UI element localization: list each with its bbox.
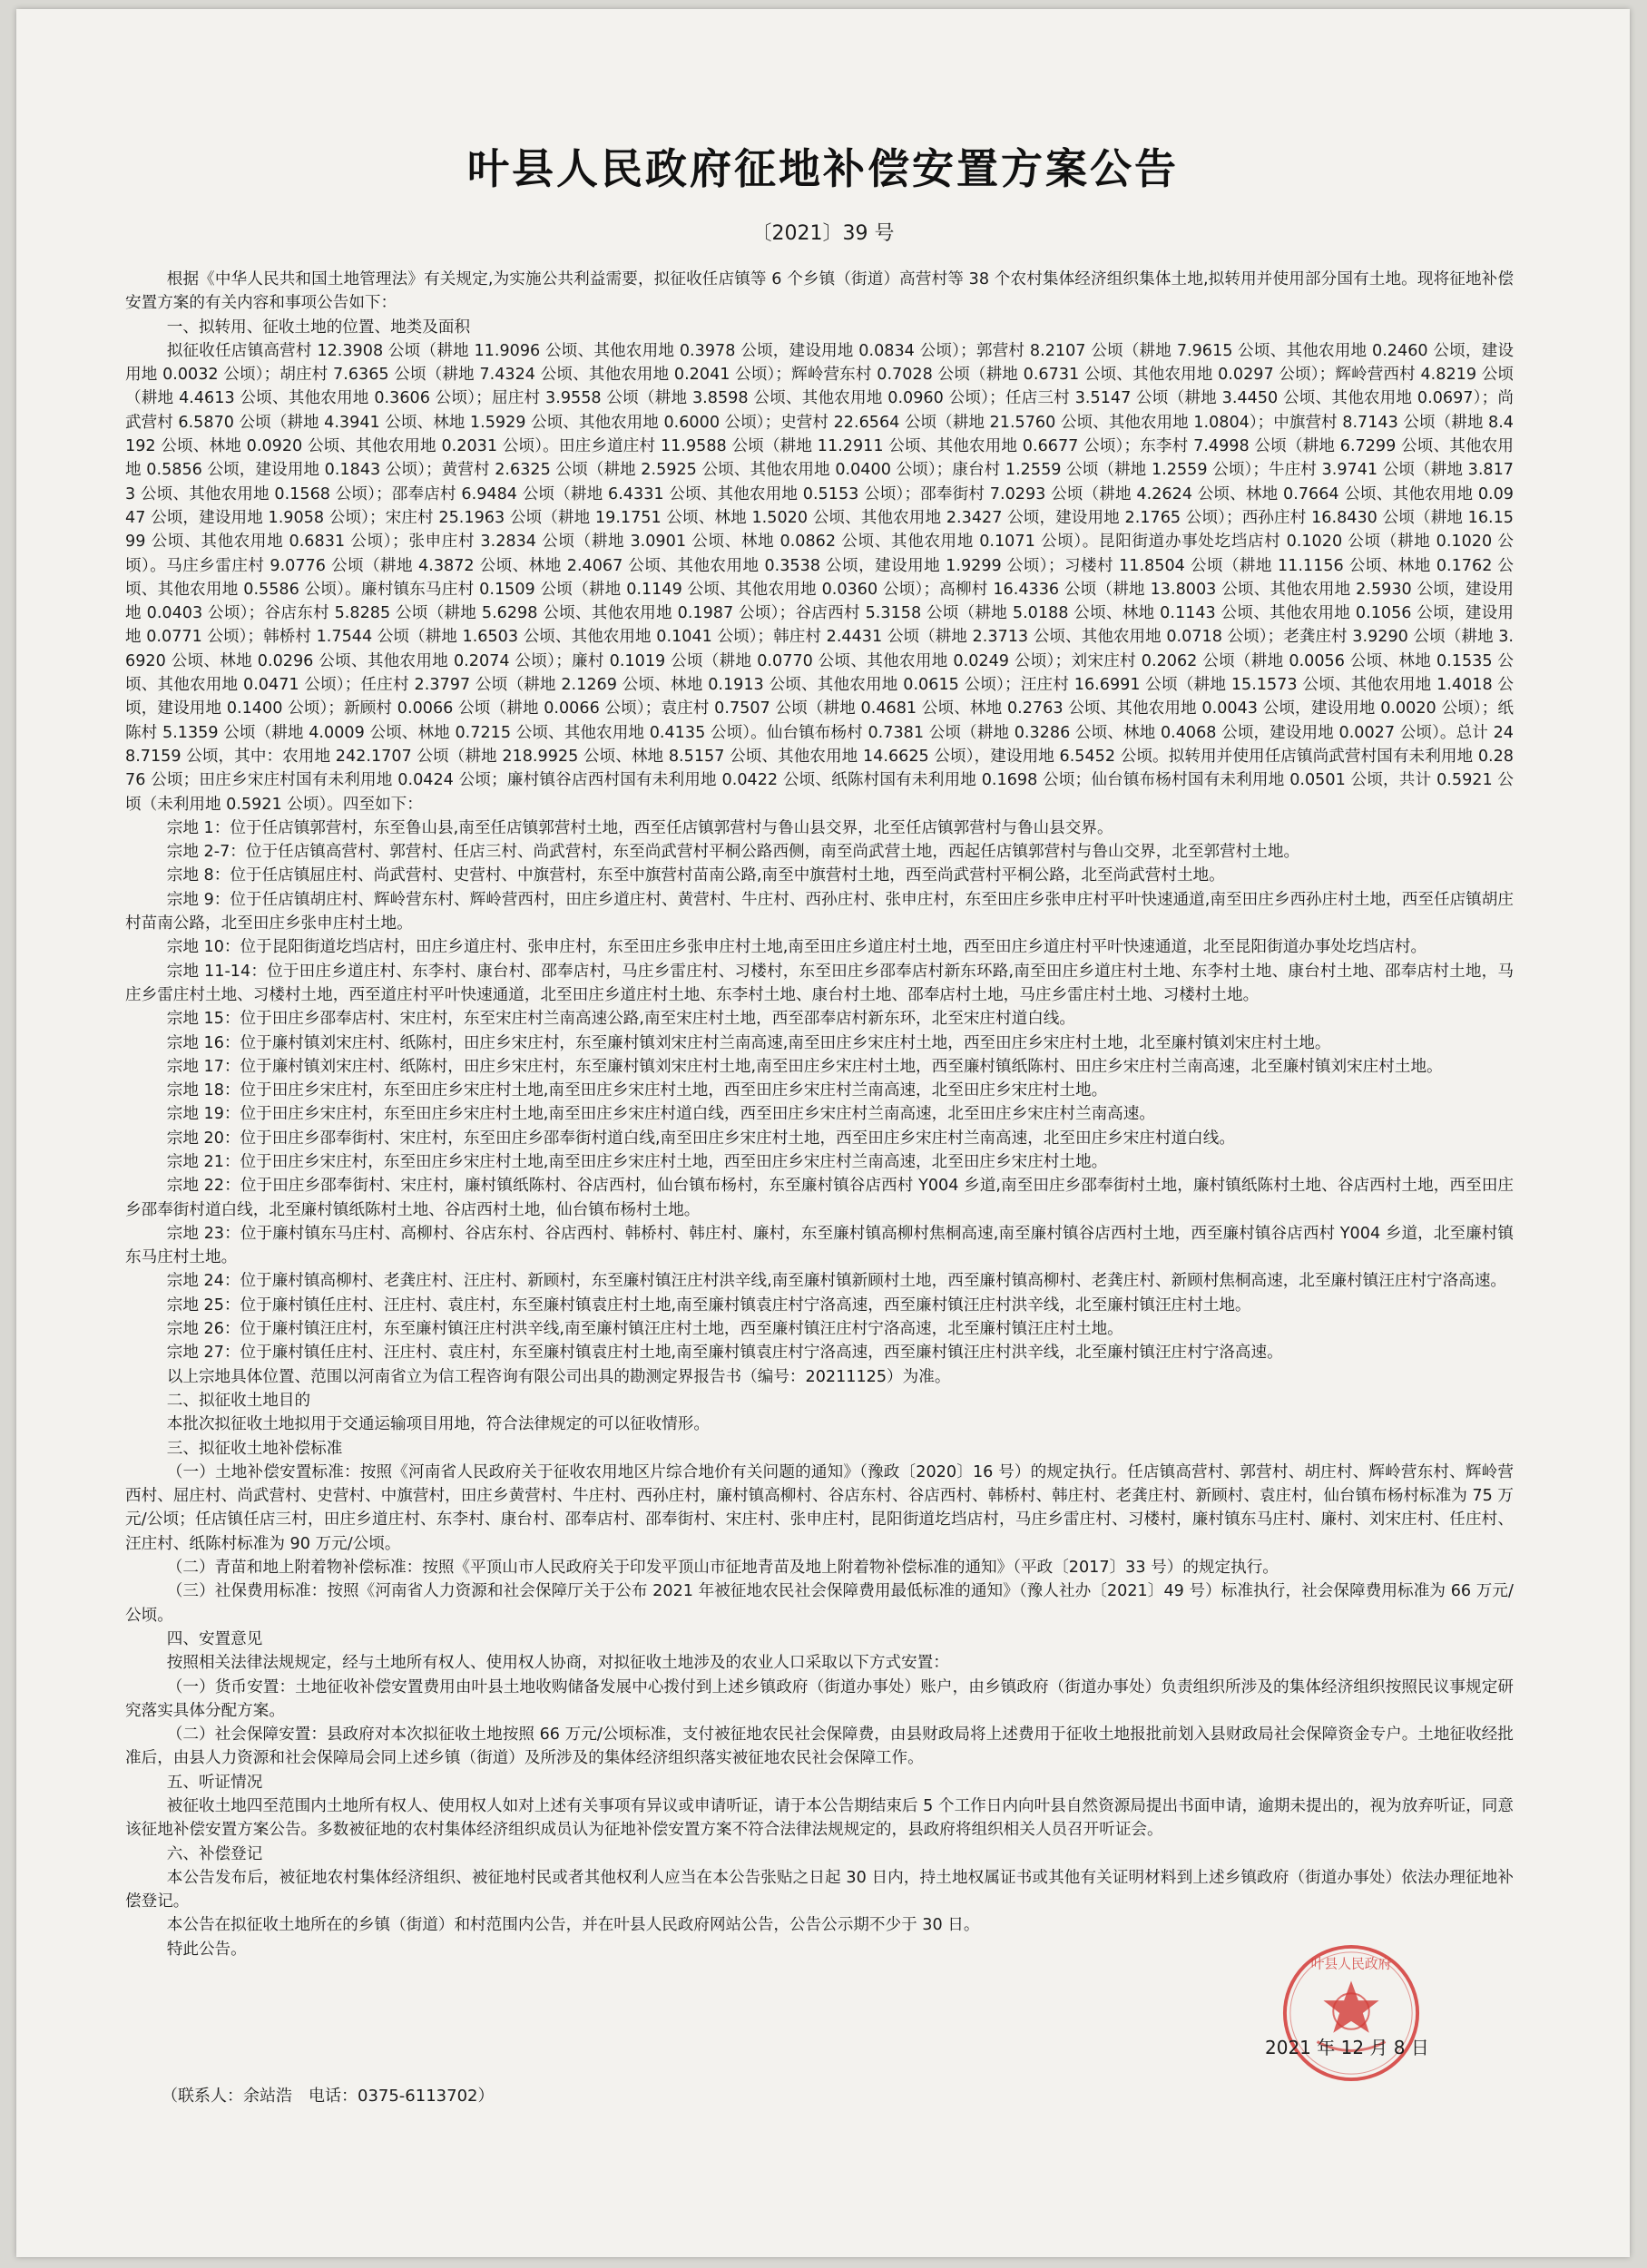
closing-text: 特此公告。	[166, 1940, 247, 1959]
parcel-item: 宗地 24：位于廉村镇高柳村、老龚庄村、汪庄村、新顾村，东至廉村镇汪庄村洪辛线,南至廉村镇新顾村土地，西至廉村镇高柳村、老龚庄村、新顾村焦桐高速，北至廉村镇汪庄村宁洛高速。	[166, 1272, 1507, 1291]
parcel-item: 宗地 20：位于田庄乡邵奉街村、宋庄村，东至田庄乡邵奉街村道白线,南至田庄乡宋庄村土地，西至田庄乡宋庄村兰南高速，北至田庄乡宋庄村道白线。	[166, 1129, 1235, 1148]
resettlement-item: （一）货币安置：土地征收补偿安置费用由叶县土地收购储备发展中心拨付到上述乡镇政府（街道办事处）账户，由乡镇政府（街道办事处）负责组织所涉及的集体经济组织按照民议事规定研究落实具体分配方案。	[125, 1677, 1514, 1720]
hearing-paragraph: 被征收土地四至范围内土地所有权人、使用权人如对上述有关事项有异议或申请听证，请于本公告期结束后 5 个工作日内向叶县自然资源局提出书面申请，逾期未提出的，视为放弃听证，同意该征地补偿安置方案公告。多数被征地的农村集体经济组织成员认为征地补偿安置方案不符合法律法规规定的，县政府将组织相关人员召开听证会。	[125, 1797, 1514, 1840]
parcel-item: 宗地 22：位于田庄乡邵奉街村、宋庄村，廉村镇纸陈村、谷店西村，仙台镇布杨村，东至廉村镇谷店西村 Y004 乡道,南至田庄乡邵奉街村土地，廉村镇纸陈村土地、谷店西村土地，西至田庄乡邵奉街村道白线，北至廉村镇纸陈村土地、谷店西村土地，仙台镇布杨村土地。	[125, 1177, 1514, 1219]
parcel-item: 宗地 27：位于廉村镇任庄村、汪庄村、袁庄村，东至廉村镇袁庄村土地,南至廉村镇袁庄村宁洛高速，西至廉村镇汪庄村洪辛线，北至廉村镇汪庄村宁洛高速。	[166, 1344, 1283, 1363]
standard-item: （三）社保费用标准：按照《河南省人力资源和社会保障厅关于公布 2021 年被征地农民社会保障费用最低标准的通知》（豫人社办〔2021〕49 号）标准执行，社会保障费用标准为 66 万元/公顷。	[125, 1582, 1514, 1625]
registration-paragraph: 本公告发布后，被征地农村集体经济组织、被征地村民或者其他权利人应当在本公告张贴之日起 30 日内，持土地权属证书或其他有关证明材料到上述乡镇政府（街道办事处）依法办理征地补偿登记。	[125, 1868, 1514, 1911]
notice-page	[16, 9, 1630, 2257]
issue-date: 2021 年 12 月 8 日	[1265, 2037, 1429, 2058]
notice-body	[125, 268, 1514, 1961]
section-heading: 一、拟转用、征收土地的位置、地类及面积	[166, 318, 471, 337]
parcel-item: 宗地 18：位于田庄乡宋庄村，东至田庄乡宋庄村土地,南至田庄乡宋庄村土地，西至田庄乡宋庄村兰南高速，北至田庄乡宋庄村土地。	[166, 1081, 1108, 1100]
purpose-paragraph: 本批次拟征收土地拟用于交通运输项目用地，符合法律规定的可以征收情形。	[166, 1415, 710, 1434]
section-heading: 六、补偿登记	[166, 1844, 263, 1863]
section-heading: 五、听证情况	[166, 1773, 263, 1792]
seal-lettering: 叶县人民政府	[1310, 1956, 1392, 1972]
parcel-item: 宗地 9：位于任店镇胡庄村、辉岭营东村、辉岭营西村，田庄乡道庄村、黄营村、牛庄村、西孙庄村、张申庄村，东至田庄乡张申庄村平叶快速通道,南至田庄乡西孙庄村土地，西至任店镇胡庄村苗南公路，北至田庄乡张申庄村土地。	[125, 890, 1514, 934]
parcel-item: 宗地 11-14：位于田庄乡道庄村、东李村、康台村、邵奉店村，马庄乡雷庄村、习楼村，东至田庄乡邵奉店村新东环路,南至田庄乡道庄村土地、东李村土地、康台村土地、邵奉店村土地，马庄乡雷庄村土地、习楼村土地，西至道庄村平叶快速通道，北至田庄乡道庄村土地、东李村土地、康台村土地、邵奉店村土地，马庄乡雷庄村土地、习楼村土地。	[125, 962, 1514, 1004]
parcel-item: 宗地 19：位于田庄乡宋庄村，东至田庄乡宋庄村土地,南至田庄乡宋庄村道白线，西至田庄乡宋庄村兰南高速，北至田庄乡宋庄村兰南高速。	[166, 1105, 1155, 1124]
parcel-item: 宗地 23：位于廉村镇东马庄村、高柳村、谷店东村、谷店西村、韩桥村、韩庄村、廉村，东至廉村镇高柳村焦桐高速,南至廉村镇谷店西村土地，西至廉村镇谷店西村 Y004 乡道，北至廉村镇东马庄村土地。	[125, 1224, 1514, 1267]
publication-paragraph: 本公告在拟征收土地所在的乡镇（街道）和村范围内公告，并在叶县人民政府网站公告，公告公示期不少于 30 日。	[166, 1916, 980, 1935]
parcel-item: 宗地 2-7：位于任店镇高营村、郭营村、任店三村、尚武营村，东至尚武营村平桐公路西侧，南至尚武营土地，西起任店镇郭营村与鲁山交界，北至郭营村土地。	[166, 843, 1300, 862]
standard-item: （二）青苗和地上附着物补偿标准：按照《平顶山市人民政府关于印发平顶山市征地青苗及地上附着物补偿标准的通知》（平政〔2017〕33 号）的规定执行。	[166, 1559, 1279, 1578]
parcel-item: 宗地 8：位于任店镇屈庄村、尚武营村、史营村、中旗营村，东至中旗营村苗南公路,南至中旗营村土地，西至尚武营村平桐公路，北至尚武营村土地。	[166, 866, 1225, 885]
parcel-item: 宗地 17：位于廉村镇刘宋庄村、纸陈村，田庄乡宋庄村，东至廉村镇刘宋庄村土地,南至田庄乡宋庄村土地，西至廉村镇纸陈村、田庄乡宋庄村兰南高速，北至廉村镇刘宋庄村土地。	[166, 1057, 1443, 1076]
parcel-item: 宗地 21：位于田庄乡宋庄村，东至田庄乡宋庄村土地,南至田庄乡宋庄村土地，西至田庄乡宋庄村兰南高速，北至田庄乡宋庄村土地。	[166, 1152, 1108, 1171]
parcel-item: 宗地 16：位于廉村镇刘宋庄村、纸陈村，田庄乡宋庄村，东至廉村镇刘宋庄村兰南高速,南至田庄乡宋庄村土地，西至田庄乡宋庄村土地，北至廉村镇刘宋庄村土地。	[166, 1033, 1331, 1052]
official-seal	[1279, 1941, 1423, 2085]
resettlement-item: （二）社会保障安置：县政府对本次拟征收土地按照 66 万元/公顷标准，支付被征地农民社会保障费，由县财政局将上述费用于征收土地报批前划入县财政局社会保障资金专户。土地征收经批准后，由县人力资源和社会保障局会同上述乡镇（街道）及所涉及的集体经济组织落实被征地农民社会保障工作。	[125, 1725, 1514, 1768]
parcel-item: 宗地 1：位于任店镇郭营村，东至鲁山县,南至任店镇郭营村土地，西至任店镇郭营村与鲁山县交界，北至任店镇郭营村与鲁山县交界。	[166, 818, 1113, 837]
land-area-paragraph: 拟征收任店镇高营村 12.3908 公顷（耕地 11.9096 公顷、其他农用地 0.3978 公顷，建设用地 0.0834 公顷）；郭营村 8.2107 公顷（耕地 7.9615 公顷、其他农用地 0.2460 公顷，建设用地 0.0032 公顷）；胡庄村 7.6365 公顷（耕地 7.4324 公顷、其他农用地 0.2041 公顷）；辉岭营东村 0.7028 公顷（耕地 0.6731 公顷、其他农用地 0.0297 公顷）；辉岭营西村 4.8219 公顷（耕地 4.4613 公顷、其他农用地 0.3606 公顷）；屈庄村 3.9558 公顷（耕地 3.8598 公顷、其他农用地 0.0960 公顷）；任店三村 3.5147 公顷（耕地 3.4450 公顷、其他农用地 0.0697）；尚武营村 6.5870 公顷（耕地 4.3941 公顷、林地 1.5929 公顷、其他农用地 0.6000 公顷）；史营村 22.6564 公顷（耕地 21.5760 公顷、其他农用地 1.0804）；中旗营村 8.7143 公顷（耕地 8.4192 公顷、林地 0.0920 公顷、其他农用地 0.2031 公顷）。田庄乡道庄村 11.9588 公顷（耕地 11.2911 公顷、其他农用地 0.6677 公顷）；东李村 7.4998 公顷（耕地 6.7299 公顷、其他农用地 0.5856 公顷，建设用地 0.1843 公顷）；黄营村 2.6325 公顷（耕地 2.5925 公顷、其他农用地 0.0400 公顷）；康台村 1.2559 公顷（耕地 1.2559 公顷）；牛庄村 3.9741 公顷（耕地 3.8173 公顷、其他农用地 0.1568 公顷）；邵奉店村 6.9484 公顷（耕地 6.4331 公顷、其他农用地 0.5153 公顷）；邵奉街村 7.0293 公顷（耕地 4.2624 公顷、林地 0.7664 公顷、其他农用地 0.0947 公顷，建设用地 1.9058 公顷）；宋庄村 25.1963 公顷（耕地 19.1751 公顷、林地 1.5020 公顷、其他农用地 2.3427 公顷，建设用地 2.1765 公顷）；西孙庄村 16.8430 公顷（耕地 16.1599 公顷、其他农用地 0.6831 公顷）；张申庄村 3.2834 公顷（耕地 3.0901 公顷、林地 0.0862 公顷、其他农用地 0.1071 公顷）。昆阳街道办事处圪垱店村 0.1020 公顷（耕地 0.1020 公顷）。马庄乡雷庄村 9.0776 公顷（耕地 4.3872 公顷、林地 2.4067 公顷、其他农用地 0.3538 公顷，建设用地 1.9299 公顷）；习楼村 11.8504 公顷（耕地 11.1156 公顷、林地 0.1762 公顷、其他农用地 0.5586 公顷）。廉村镇东马庄村 0.1509 公顷（耕地 0.1149 公顷、其他农用地 0.0360 公顷）；高柳村 16.4336 公顷（耕地 13.8003 公顷、其他农用地 2.5930 公顷，建设用地 0.0403 公顷）；谷店东村 5.8285 公顷（耕地 5.6298 公顷、其他农用地 0.1987 公顷）；谷店西村 5.3158 公顷（耕地 5.0188 公顷、林地 0.1143 公顷、其他农用地 0.1056 公顷，建设用地 0.0771 公顷）；韩桥村 1.7544 公顷（耕地 1.6503 公顷、其他农用地 0.1041 公顷）；韩庄村 2.4431 公顷（耕地 2.3713 公顷、其他农用地 0.0718 公顷）；老龚庄村 3.9290 公顷（耕地 3.6920 公顷、林地 0.0296 公顷、其他农用地 0.2074 公顷）；廉村 0.1019 公顷（耕地 0.0770 公顷、其他农用地 0.0249 公顷）；刘宋庄村 0.2062 公顷（耕地 0.0056 公顷、林地 0.1535 公顷、其他农用地 0.0471 公顷）；任庄村 2.3797 公顷（耕地 2.1269 公顷、林地 0.1913 公顷、其他农用地 0.0615 公顷）；汪庄村 16.6991 公顷（耕地 15.1573 公顷、其他农用地 1.4018 公顷，建设用地 0.1400 公顷）；新顾村 0.0066 公顷（耕地 0.0066 公顷）；袁庄村 0.7507 公顷（耕地 0.4681 公顷、林地 0.2763 公顷、其他农用地 0.0043 公顷，建设用地 0.0020 公顷）；纸陈村 5.1359 公顷（耕地 4.0009 公顷、林地 0.7215 公顷、其他农用地 0.4135 公顷）。仙台镇布杨村 0.7381 公顷（耕地 0.3286 公顷、林地 0.4068 公顷，建设用地 0.0027 公顷）。总计 248.7159 公顷，其中：农用地 242.1707 公顷（耕地 218.9925 公顷、林地 8.5157 公顷、其他农用地 14.6625 公顷），建设用地 6.5452 公顷。拟转用并使用任店镇尚武营村国有未利用地 0.2876 公顷；田庄乡宋庄村国有未利用地 0.0424 公顷；廉村镇谷店西村国有未利用地 0.0422 公顷、纸陈村国有未利用地 0.1698 公顷；仙台镇布杨村国有未利用地 0.0501 公顷，共计 0.5921 公顷（未利用地 0.5921 公顷）。四至如下：	[125, 341, 1515, 814]
section-heading: 四、安置意见	[166, 1629, 263, 1648]
section-heading: 三、拟征收土地补偿标准	[166, 1439, 343, 1458]
survey-note: 以上宗地具体位置、范围以河南省立为信工程咨询有限公司出具的勘测定界报告书（编号：20211125）为准。	[166, 1367, 951, 1386]
parcel-item: 宗地 26：位于廉村镇汪庄村，东至廉村镇汪庄村洪辛线,南至廉村镇汪庄村土地，西至廉村镇汪庄村宁洛高速，北至廉村镇汪庄村土地。	[166, 1320, 1123, 1339]
standard-item: （一）土地补偿安置标准：按照《河南省人民政府关于征收农用地区片综合地价有关问题的通知》（豫政〔2020〕16 号）的规定执行。任店镇高营村、郭营村、胡庄村、辉岭营东村、辉岭营西村、屈庄村、尚武营村、史营村、中旗营村，田庄乡黄营村、牛庄村、西孙庄村，廉村镇高柳村、谷店东村、谷店西村、韩桥村、韩庄村、老龚庄村、新顾村、袁庄村，仙台镇布杨村标准为 75 万元/公顷；任店镇任店三村，田庄乡道庄村、东李村、康台村、邵奉店村、邵奉街村、宋庄村、张申庄村，昆阳街道圪垱店村，马庄乡雷庄村、习楼村，廉村镇东马庄村、廉村、刘宋庄村、任庄村、汪庄村、纸陈村标准为 90 万元/公顷。	[125, 1462, 1514, 1553]
page-title: 叶县人民政府征地补偿安置方案公告	[467, 144, 1179, 193]
document-number: 〔2021〕39 号	[751, 222, 895, 245]
parcel-item: 宗地 15：位于田庄乡邵奉店村、宋庄村，东至宋庄村兰南高速公路,南至宋庄村土地，西至邵奉店村新东环，北至宋庄村道白线。	[166, 1010, 1075, 1029]
section-heading: 二、拟征收土地目的	[166, 1391, 311, 1410]
resettlement-intro: 按照相关法律法规规定，经与土地所有权人、使用权人协商，对拟征收土地涉及的农业人口采取以下方式安置：	[166, 1654, 949, 1673]
intro-paragraph: 根据《中华人民共和国土地管理法》有关规定,为实施公共利益需要，拟征收任店镇等 6 个乡镇（街道）高营村等 38 个农村集体经济组织集体土地,拟转用并使用部分国有土地。现将征地补偿安置方案的有关内容和事项公告如下：	[125, 270, 1514, 313]
contact-info: （联系人：余站浩 电话：0375-6113702）	[162, 2087, 495, 2106]
parcel-item: 宗地 25：位于廉村镇任庄村、汪庄村、袁庄村，东至廉村镇袁庄村土地,南至廉村镇袁庄村宁洛高速，西至廉村镇汪庄村洪辛线，北至廉村镇汪庄村土地。	[166, 1295, 1251, 1315]
parcel-item: 宗地 10：位于昆阳街道圪垱店村，田庄乡道庄村、张申庄村，东至田庄乡张申庄村土地,南至田庄乡道庄村土地，西至田庄乡道庄村平叶快速通道，北至昆阳街道办事处圪垱店村。	[166, 938, 1427, 957]
